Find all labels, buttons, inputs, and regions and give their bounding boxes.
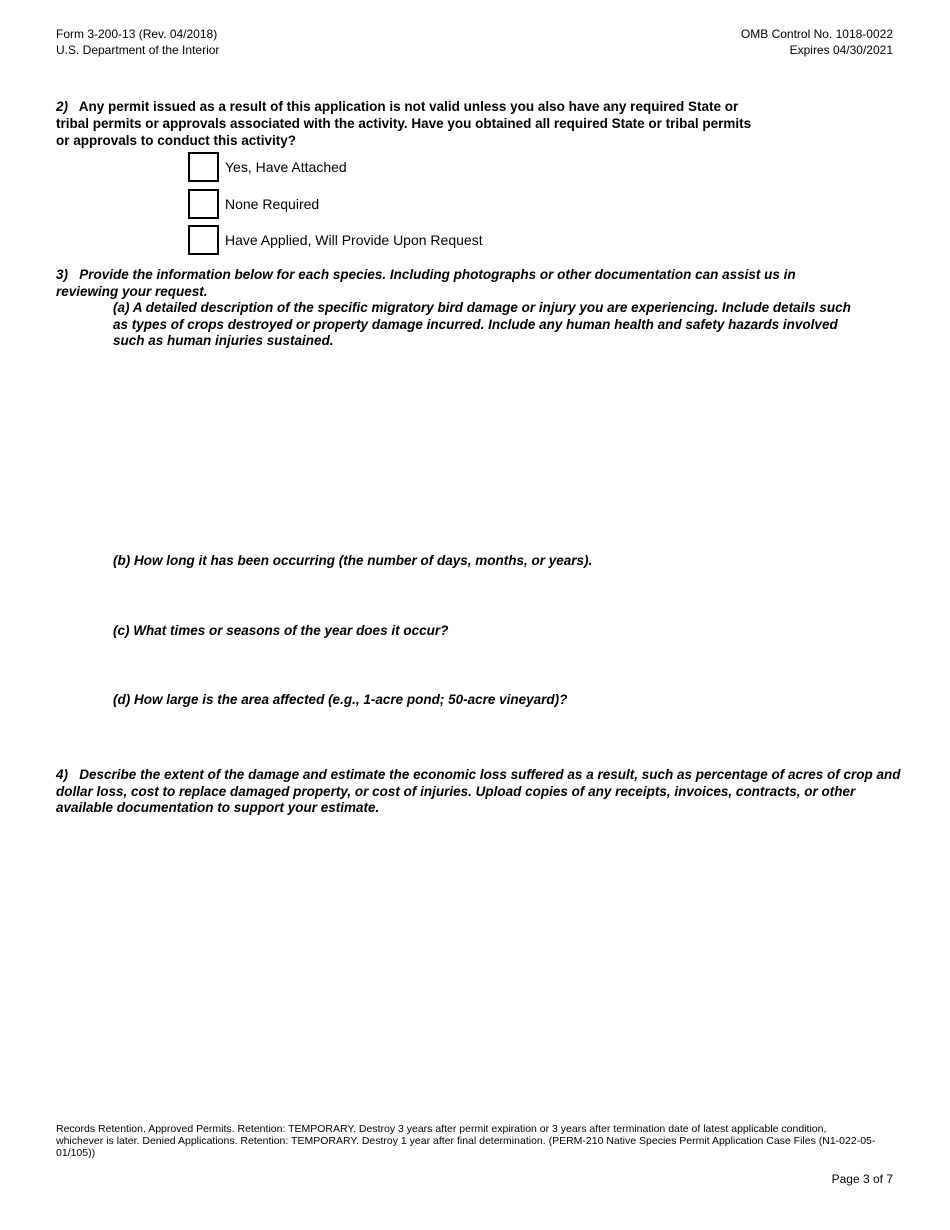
checkbox-have-applied[interactable] (188, 225, 219, 255)
question-3-number: 3) (56, 267, 69, 282)
question-3d: (d) How large is the area affected (e.g., 1-acre pond; 50-acre vineyard)? (113, 692, 568, 707)
form-number: Form 3-200-13 (Rev. 04/2018) (56, 27, 218, 41)
option-yes-have-attached[interactable] (188, 151, 347, 183)
question-2-text: Any permit issued as a result of this application is not valid unless you also have any required State or tribal permits or approvals associated with the activity. Have you obtained all required State or tribal permits or approvals to conduct this activity? (56, 99, 752, 148)
option-have-applied[interactable] (188, 224, 483, 256)
question-3a: (a) A detailed description of the specific migratory bird damage or injury you are experiencing. Include details such as types of crops destroyed or property damage incurred. Include any human health and safety hazards involved such as human injuries sustained. (113, 300, 851, 348)
department-name: U.S. Department of the Interior (56, 43, 220, 57)
question-3-text: Provide the information below for each species. Including photographs or other documentation can assist us in reviewing your request. (56, 267, 796, 299)
checkbox-yes-have-attached[interactable] (188, 152, 219, 182)
question-4-number: 4) (56, 767, 69, 782)
records-retention-note: Records Retention. Approved Permits. Retention: TEMPORARY. Destroy 3 years after permit expiration or 3 years after termination date of latest applicable condition, whichever is later. Denied Applications. Retention: TEMPORARY. Destroy 1 year after final determination. (PERM-210 Native Species Permit Application Case Files (N1-022-05-01/105)) (56, 1123, 876, 1159)
form-header-right (741, 26, 893, 58)
question-2-number: 2) (56, 99, 69, 114)
expiration-date: Expires 04/30/2021 (789, 43, 893, 57)
form-header-left (56, 26, 219, 58)
question-2 (56, 98, 756, 149)
question-3b: (b) How long it has been occurring (the number of days, months, or years). (113, 553, 593, 568)
question-4-text: Describe the extent of the damage and estimate the economic loss suffered as a result, such as percentage of acres of crop and dollar loss, cost to replace damaged property, or cost of injuries. Upload copies of any receipts, invoices, contracts, or other available documentation to support your estimate. (56, 767, 901, 815)
question-3 (56, 267, 836, 300)
omb-control-number: OMB Control No. 1018-0022 (740, 27, 893, 41)
page-number: Page 3 of 7 (831, 1172, 893, 1186)
option-label: Yes, Have Attached (225, 159, 347, 175)
checkbox-none-required[interactable] (188, 189, 219, 219)
question-4 (56, 767, 906, 817)
option-none-required[interactable] (188, 188, 319, 220)
question-3c: (c) What times or seasons of the year does it occur? (113, 623, 449, 638)
option-label: Have Applied, Will Provide Upon Request (225, 232, 483, 248)
option-label: None Required (225, 196, 320, 212)
